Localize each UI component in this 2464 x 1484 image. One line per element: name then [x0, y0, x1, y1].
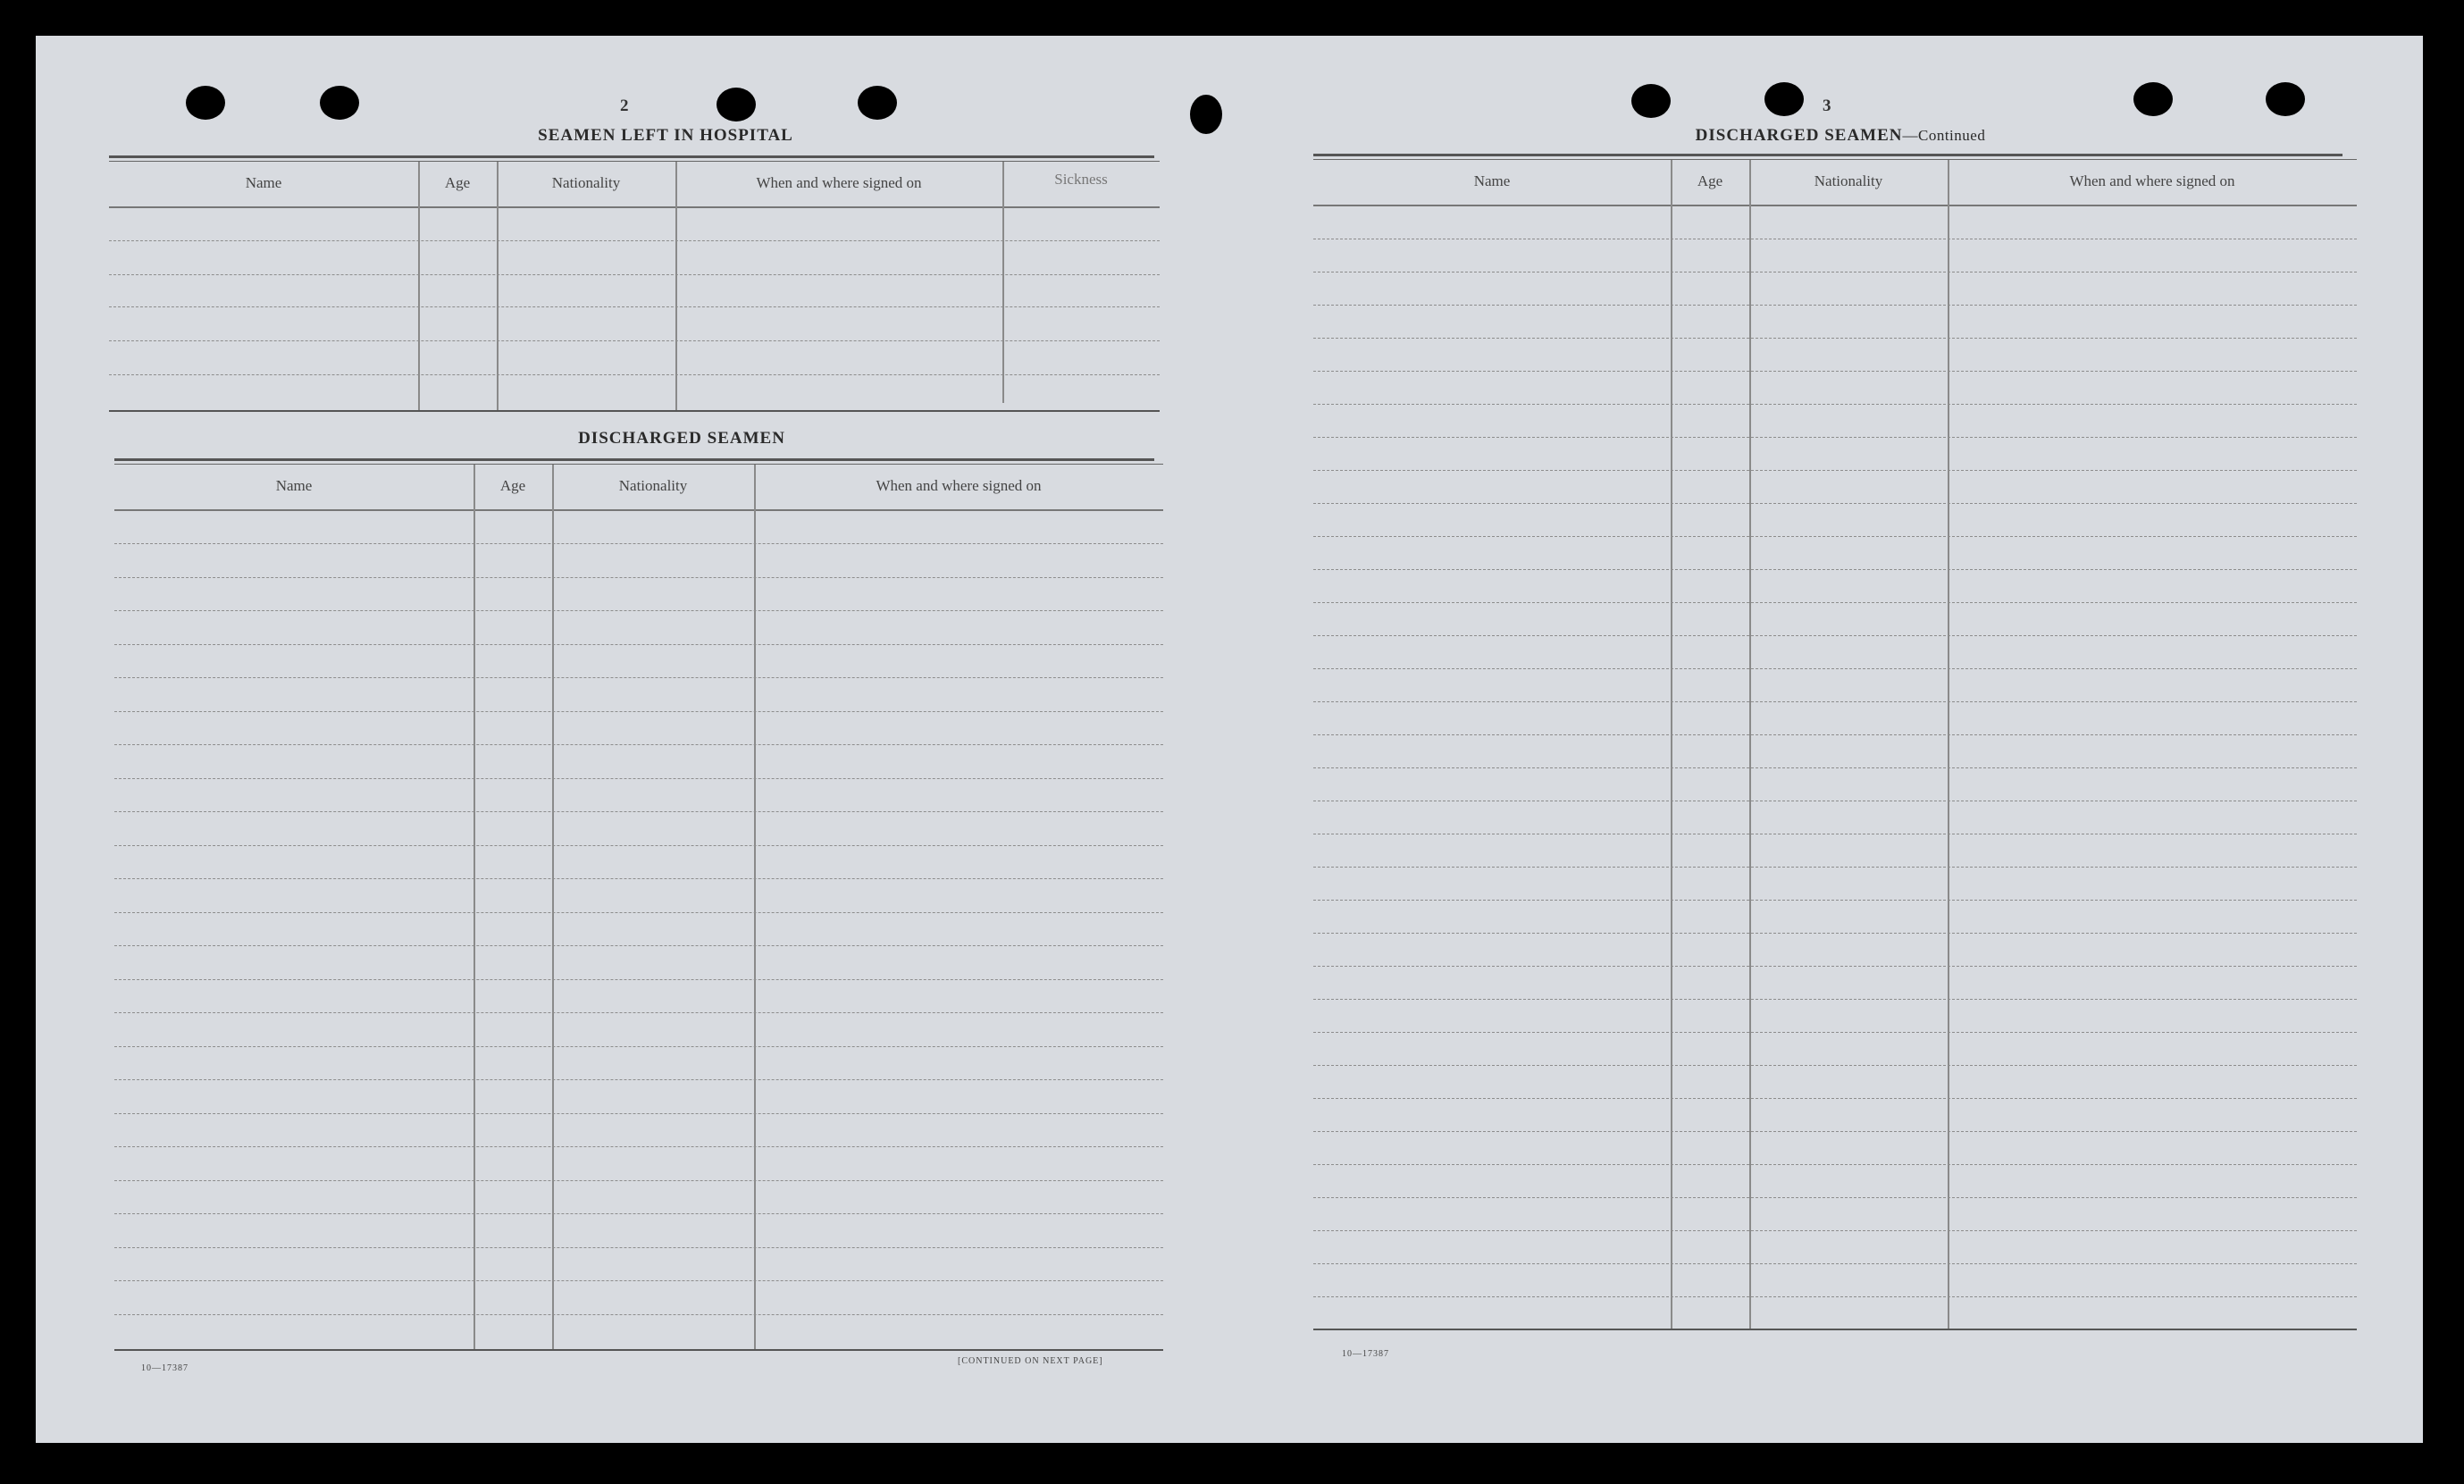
col-header-nationality: Nationality [551, 174, 621, 191]
column-divider [675, 162, 677, 410]
row-rule [1313, 966, 2357, 967]
row-rule [1313, 305, 2357, 306]
col-header-name: Name [1473, 172, 1511, 189]
row-rule [1313, 668, 2357, 669]
col-header-when-where: When and where signed on [876, 477, 1042, 494]
row-rule [114, 1280, 1163, 1281]
form-number-right: 10—17387 [1342, 1349, 1389, 1359]
column-divider [1671, 160, 1672, 1329]
column-divider [497, 162, 499, 410]
row-rule [114, 979, 1163, 980]
binder-hole [2133, 82, 2173, 116]
binder-hole [717, 88, 756, 122]
row-rule [1313, 635, 2357, 636]
row-rule [114, 1146, 1163, 1147]
row-rule [114, 744, 1163, 745]
row-rule [1313, 470, 2357, 471]
column-divider [552, 465, 554, 1349]
row-rule [109, 340, 1160, 341]
row-rule [1313, 437, 2357, 438]
hospital-table [109, 161, 1160, 412]
binder-hole [2266, 82, 2305, 116]
continued-note: [CONTINUED ON NEXT PAGE] [958, 1356, 1103, 1366]
row-rule [114, 543, 1163, 544]
row-rule [1313, 1098, 2357, 1099]
row-rule [114, 577, 1163, 578]
row-rule [1313, 371, 2357, 372]
discharged-continued-suffix: —Continued [1902, 127, 1986, 144]
row-rule [1313, 1164, 2357, 1165]
col-header-name: Name [275, 477, 313, 494]
row-rule [114, 878, 1163, 879]
row-rule [114, 1079, 1163, 1080]
binder-hole [1190, 95, 1222, 134]
discharged-table [114, 464, 1163, 1351]
row-rule [1313, 1230, 2357, 1231]
row-rule [109, 374, 1160, 375]
discharged-continued-title [1626, 126, 2055, 146]
row-rule [114, 1247, 1163, 1248]
column-divider [418, 162, 420, 410]
col-header-when-where: When and where signed on [2069, 172, 2235, 189]
row-rule [1313, 338, 2357, 339]
discharged-continued-title-main: DISCHARGED SEAMEN [1695, 126, 1903, 145]
header-rule [114, 509, 1163, 511]
discharged-section-title: DISCHARGED SEAMEN [578, 429, 785, 448]
row-rule [114, 711, 1163, 712]
col-header-nationality: Nationality [1814, 172, 1883, 189]
col-header-sickness: Sickness [1054, 171, 1108, 188]
row-rule [1313, 734, 2357, 735]
row-rule [114, 778, 1163, 779]
title-rule [1313, 154, 2342, 156]
row-rule [1313, 867, 2357, 868]
row-rule [1313, 602, 2357, 603]
hospital-section-title: SEAMEN LEFT IN HOSPITAL [538, 126, 793, 145]
row-rule [1313, 1131, 2357, 1132]
binder-hole [186, 86, 225, 120]
col-header-age: Age [1697, 172, 1723, 189]
col-header-nationality: Nationality [618, 477, 688, 494]
column-divider [474, 465, 475, 1349]
row-rule [1313, 767, 2357, 768]
row-rule [114, 1113, 1163, 1114]
row-rule [114, 945, 1163, 946]
binder-hole [1631, 84, 1671, 118]
row-rule [1313, 1032, 2357, 1033]
page-number-right: 3 [1823, 96, 1831, 115]
column-divider [754, 465, 756, 1349]
document-sheet [36, 36, 2423, 1443]
column-divider [1749, 160, 1751, 1329]
row-rule [1313, 1197, 2357, 1198]
form-number-left: 10—17387 [141, 1363, 189, 1373]
binder-hole [1764, 82, 1804, 116]
row-rule [1313, 1065, 2357, 1066]
row-rule [109, 274, 1160, 275]
row-rule [114, 677, 1163, 678]
row-rule [114, 912, 1163, 913]
row-rule [109, 240, 1160, 241]
row-rule [1313, 1263, 2357, 1264]
row-rule [1313, 701, 2357, 702]
row-rule [1313, 1296, 2357, 1297]
header-rule [1313, 205, 2357, 206]
row-rule [1313, 999, 2357, 1000]
col-header-age: Age [444, 174, 471, 191]
row-rule [109, 306, 1160, 307]
row-rule [1313, 933, 2357, 934]
row-rule [114, 845, 1163, 846]
title-rule [114, 458, 1154, 461]
row-rule [1313, 536, 2357, 537]
binder-hole [858, 86, 897, 120]
row-rule [114, 1314, 1163, 1315]
row-rule [114, 644, 1163, 645]
row-rule [1313, 503, 2357, 504]
discharged-continued-table [1313, 159, 2357, 1330]
row-rule [1313, 569, 2357, 570]
row-rule [114, 811, 1163, 812]
row-rule [114, 610, 1163, 611]
col-header-name: Name [245, 174, 282, 191]
col-header-age: Age [499, 477, 526, 494]
column-divider [1002, 162, 1004, 403]
row-rule [114, 1213, 1163, 1214]
row-rule [114, 1180, 1163, 1181]
row-rule [114, 1012, 1163, 1013]
page-number-left: 2 [620, 96, 629, 115]
row-rule [1313, 900, 2357, 901]
col-header-when-where: When and where signed on [756, 174, 922, 191]
column-divider [1948, 160, 1949, 1329]
row-rule [114, 1046, 1163, 1047]
binder-hole [320, 86, 359, 120]
title-rule [109, 155, 1154, 158]
row-rule [1313, 404, 2357, 405]
